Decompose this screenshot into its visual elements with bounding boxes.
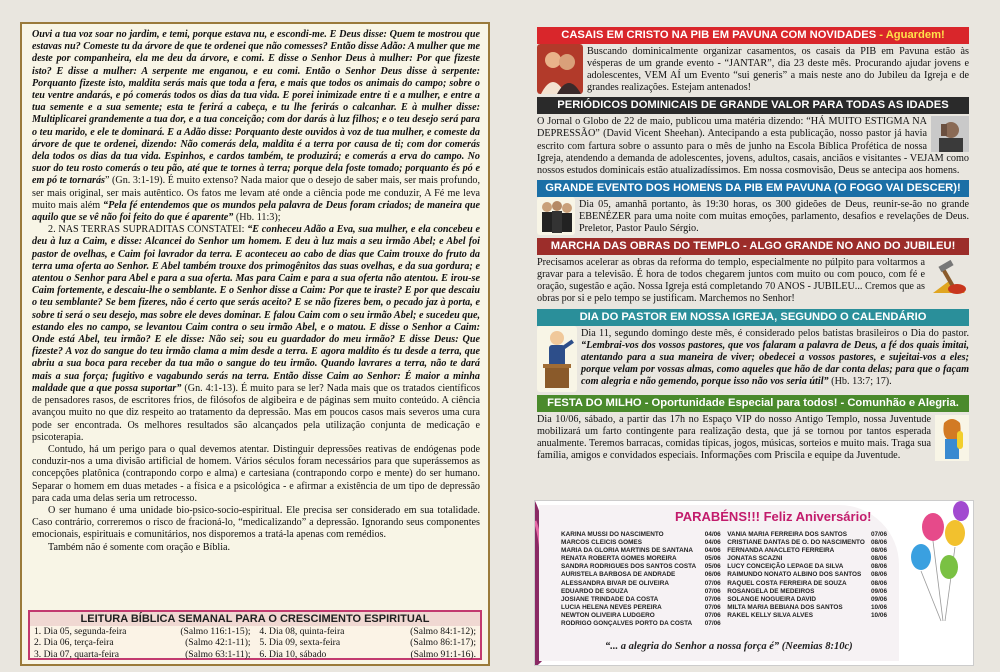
birthday-item: MARIA DA GLORIA MARTINS DE SANTANA 04/06 xyxy=(561,547,721,555)
birthday-item: FERNANDA ANACLETO FERREIRA 08/06 xyxy=(727,547,887,555)
birthday-item: VANIA MARIA FERREIRA DOS SANTOS 07/06 xyxy=(727,531,887,538)
birthday-item: RAIMUNDO NONATO ALBINO DOS SANTOS 08/06 xyxy=(727,571,887,579)
reading-item: 6. Dia 10, sábado (Salmo 91:1-16). xyxy=(259,648,476,660)
pastor-preaching-icon xyxy=(537,326,577,392)
news-march xyxy=(537,238,969,305)
birthday-section xyxy=(534,500,974,666)
news-pastor xyxy=(537,309,969,392)
news-pastor-text: Dia 11, segundo domingo deste mês, é considerado pelos batistas brasileiros o Dia do pastor. xyxy=(581,327,969,339)
news-men-title: GRANDE EVENTO DOS HOMENS DA PIB EM PAVUNA (O FOGO VAI DESCER)! xyxy=(537,180,969,197)
birthday-title: PARABÉNS!!! Feliz Aniversário! xyxy=(675,509,872,524)
birthday-item: RENATA ROBERTA GOMES MOREIRA 05/06 xyxy=(561,555,721,563)
birthday-column-right xyxy=(727,531,887,628)
hebrews-quote: “Pela fé entendemos que os mundos pela palavra de Deus foram criados; de maneira que aquilo que se vê não foi feito do que é aparente” xyxy=(32,199,481,224)
men-group-icon xyxy=(537,197,575,235)
paragraph-danger: Contudo, há um perigo para o qual devemos atentar. Distinguir depressões reativas de endógenas pode conduzir-nos a uma divisão artificial de homem. Vários séculos foram necessários para que superássemos as concepções platônica (contrapondo corpo e alma) e cartesiana (contrapondo corpo e mente) do ser humano. Separar o homem em duas metades - a física e a psicológica - e afirmar a existência de um tipo de depressão para cada uma delas seria um retrocesso. xyxy=(32,443,480,504)
birthday-item: KARINA MUSSI DO NASCIMENTO 04/06 xyxy=(561,531,721,538)
main-article: Ouvi a tua voz soar no jardim, e temi, porque estava nu, e escondi-me. E Deus disse: Quem te mostrou que estavas nu? Comeste tu da árvore de que te ordenei que não comesses? Então disse Adão: A mulher que me deste por companheira, ela me deu da árvore, e comi. E disse o Senhor Deus à mulher: Por que fizeste isto? E disse a mulher: A serpente me enganou, e eu comi. Então o Senhor Deus disse à serpente: Porquanto fizeste isto, maldita serás mais que toda a fera, e mais que todos os animais do campo; sobre o teu ventre andarás, e pó comerás todos os dias da tua vida. E porei inimizade entre ti e a mulher, e entre a tua semente e a sua semente; esta te ferirá a cabeça, e tu lhe ferirás o calcanhar. E à mulher disse: Multiplicarei grandemente a tua dor, e a tua conceição; com dor darás à luz filhos; e o teu desejo será para o teu marido, e ele te dominará. E a Adão disse: Porquanto deste ouvidos à voz de tua mulher, e comeste da árvore de que te ordenei, dizendo: Não comerás dela, maldita é a terra por causa de ti; com dor comerás dela todos os dias da tua vida. Espinhos, e cardos também, te produzirá; e comerás a erva do campo. No suor do teu rosto comerás o teu pão, até que te tornes à terra; porque dela foste tomado; porquanto és pó e em pó te tornarás” (Gn. 3:1-19). É muito extenso? Nada maior que o desejo de saber mais, ser mais profundo, ser mais original, ser mais autêntico. Os fatos me levam até onde a ciência pode me conduzir, A Fé me leva muito mais além “Pela fé entendemos que os mundos pela palavra de Deus foram criados; de maneira que aquilo que se vê não foi feito do que é aparente” (Hb. 11:3); 2. NAS TERRAS SUPRADITAS CONSTATEI: “E conheceu Adão a Eva, sua mulher, e ela concebeu e deu à luz a Caim, e disse: Alcancei do Senhor um homem. E deu à luz mais a seu irmão Abel; e Abel foi pastor de ovelhas, e Caim foi lavrador da terra. E aconteceu ao cabo de dias que Caim trouxe do fruto da terra uma oferta ao Senhor. E Abel também trouxe dos primogênitos das suas ovelhas, e da sua gordura; e atentou o Senhor para Abel e para a sua oferta. Mas para Caim e para a sua oferta não atentou. E irou-se Caim fortemente, e descaiu-lhe o semblante. E o Senhor disse a Caim: Por que te iraste? E por que descaiu o teu semblante? Se bem fizeres, não é certo que serás aceito? E se não fizeres bem, o pecado jaz à porta, e sobre ti será o seu desejo, mas sobre ele deves dominar. E falou Caim com o seu irmão Abel; e sucedeu que, estando eles no campo, se levantou Caim contra o seu irmão Abel, e o matou. E disse o Senhor a Caim: Onde está Abel, teu irmão? E ele disse: Não sei; sou eu guardador do meu irmão? E disse Deus: Que fizeste? A voz do sangue do teu irmão clama a mim desde a terra. E agora maldito és tu desde a terra, que abriu a sua boca para receber da tua mão o sangue do teu irmão. Quando lavrares a terra, não te dará mais a sua força; fugitivo e vagabundo serás na terra. Então disse Caim ao Senhor: É maior a minha maldade que a que possa suportar” (Gn. 4:1-13). É muito para se ler? Nada mais que os tratados científicos de pensadores rasos, de escritores frios, de filósofos de algibeira e de páginas sem muito conteúdo. A ciência avançou muito no que diz respeito ao tratamento da depressão. Mas em poucos casos mais severos uma cura pode ser encontrada. Os melhores resultados são alcançados pela utilização conjunta de medicação e psicoterapia. Contudo, há um perigo para o qual devemos atentar. Distinguir depressões reativas de endógenas pode conduzir-nos a uma divisão artificial de homem. Vários séculos foram necessários para que superássemos as concepções platônica (contrapondo corpo e alma) e cartesiana (contrapondo corpo e mente) do ser humano. Separar o homem em duas metades - a física e a psicológica - e afirmar a existência de um tipo de depressão para cada uma delas seria um retrocesso. O ser humano é uma unidade bio-psico-socio-espiritual. Ele precisa ser considerado em sua totalidade. Caso contrário, correremos o risco de fracioná-lo, “medicalizando” a depressão. Ignorando seus componentes emocionais, espirituais e comunitários, nos disporemos a tratá-la apenas com remédios. Também não é somente com oração e Bíblia. xyxy=(32,29,481,553)
weekly-reading-title: LEITURA BÍBLICA SEMANAL PARA O CRESCIMENTO ESPIRITUAL xyxy=(30,612,480,626)
birthday-item: ALESSANDRA BIVAR DE OLIVEIRA 07/06 xyxy=(561,579,721,587)
couple-photo-icon xyxy=(537,44,583,94)
news-periodicals-text: O Jornal o Globo de 22 de maio, publicou uma matéria dizendo: “HÁ MUITO ESTIGMA NA DEPRESSÃO” (David Vicent Sheehan). Antecipando a esta publicação, nosso pastor já havia escrito com fartura sobre o assunto para o mês de junho na Escola Bíblica Profética de nossa Igreja, atendendo a demanda de adolescentes, jovens, adultos, casais, anciãos e visitantes - VEJAM como nossos estudos dominicais estão atualizadíssimos. Em nossa cosmovisão, Deus se antecipa aos homens. xyxy=(537,116,969,176)
birthday-item: AURISTELA BARBOSA DE ANDRADE 06/06 xyxy=(561,571,721,579)
birthday-item: JONATAS SCAZNI 08/06 xyxy=(727,555,887,563)
corn-girl-icon xyxy=(935,415,969,461)
cain-reference: (Gn. 4:1-13). É muito para se ler? Nada mais que os tratados científicos de pensadores rasos, de escritores frios, de filósofos de algibeira e de páginas sem muito conteúdo. A ciência avançou muito no que diz respeito ao tratamento da depressão. Mas em poucos casos mais severos uma cura pode ser encontrada. Os melhores resultados são alcançados pela utilização conjunta de medicação e psicoterapia. xyxy=(32,382,481,443)
genesis-reference: (Gn. 3:1-19). É muito extenso? Nada maior que o desejo de saber mais, ser mais profundo, ser mais original, ser mais autêntico. Os fatos me levam até onde a ciência pode me conduzir, A Fé me leva muito mais além xyxy=(32,175,480,211)
birthday-item: SANDRA RODRIGUES DOS SANTOS COSTA 05/06 xyxy=(561,563,721,571)
birthday-item: ROSANGELA DE MEDEIROS 09/06 xyxy=(727,587,887,595)
point-2-intro: 2. NAS TERRAS SUPRADITAS CONSTATEI: xyxy=(48,224,245,236)
birthday-item: RAKEL KELLY SILVA ALVES 10/06 xyxy=(727,611,887,619)
reading-column-left xyxy=(34,626,251,660)
weekly-reading-box xyxy=(28,610,482,660)
news-periodicals-title: PERIÓDICOS DOMINICAIS DE GRANDE VALOR PARA TODAS AS IDADES xyxy=(537,97,969,114)
hebrews-reference: (Hb. 11:3); xyxy=(235,212,281,224)
birthday-item: NEWTON OLIVEIRA LUDGERO 07/06 xyxy=(561,611,721,619)
news-couples-title: CASAIS EM CRISTO NA PIB EM PAVUNA COM NOVIDADES - Aguardem! xyxy=(537,27,969,44)
news-corn xyxy=(537,395,969,462)
news-march-text: Precisamos acelerar as obras da reforma do templo, especialmente no púlpito para voltarmos a gravar para a televisão. É hora de todos chegarem juntos com muito ou com pouco, com fé e oração, sugestão e ação. Nossa Igreja está completando 70 ANOS - JUBILEU... Cremos que as obras por si e pelo tempo se justificam. Marchemos no Senhor! xyxy=(537,257,925,305)
birthday-verse: “... a alegria do Senhor a nossa força é” (Neemias 8:10c) xyxy=(605,641,853,652)
worried-man-icon xyxy=(931,116,969,152)
birthday-item: RAQUEL COSTA FERREIRA DE SOUZA 08/06 xyxy=(727,579,887,587)
news-men-text: Dia 05, amanhã portanto, às 19:30 horas, os 300 gideões de Deus, reunir-se-ão no grande EBENÉZER para uma noite com muitas emoções, parlamento, desafios e revelações de Deus. Preletor, Pastor Paulo Sérgio. xyxy=(579,198,969,235)
birthday-item: MILTA MARIA BEBIANA DOS SANTOS 10/06 xyxy=(727,603,887,611)
news-men xyxy=(537,180,969,235)
paragraph-human: O ser humano é uma unidade bio-psico-socio-espiritual. Ele precisa ser considerado em sua totalidade. Caso contrário, correremos o risco de fracioná-lo, “medicalizando” a depressão. Ignorando seus componentes emocionais, espirituais e comunitários, nos disporemos a tratá-la apenas com remédios. xyxy=(32,504,480,541)
news-couples-text: Buscando dominicalmente organizar casamentos, os casais da PIB em Pavuna estão às vésperas de um grande evento - “JANTAR”, dia 23 deste mês. Procurando ajudar jovens e adolescentes, VEM AÍ um Evento “sui generis” a mais neste ano do Jubileu da Igreja e de grandes realizações. Estejam antenados! xyxy=(587,46,969,94)
news-corn-title: FESTA DO MILHO - Oportunidade Especial para todos! - Comunhão e Alegria. xyxy=(537,395,969,412)
reading-item: 5. Dia 09, sexta-feira (Salmo 86:1-17); xyxy=(259,637,476,649)
news-pastor-title: DIA DO PASTOR EM NOSSA IGREJA, SEGUNDO O CALENDÁRIO xyxy=(537,309,969,326)
reading-item: 1. Dia 05, segunda-feira (Salmo 116:1-15); xyxy=(34,626,251,637)
birthday-item: LUCIA HELENA NEVES PEREIRA 07/06 xyxy=(561,603,721,611)
news-march-title: MARCHA DAS OBRAS DO TEMPLO - ALGO GRANDE NO ANO DO JUBILEU! xyxy=(537,238,969,255)
reading-item: 2. Dia 06, terça-feira (Salmo 42:1-11); xyxy=(34,637,251,649)
cain-quote: “E conheceu Adão a Eva, sua mulher, e ela concebeu e deu à luz a Caim, e disse: Alcancei do Senhor um homem. E deu à luz mais a seu irmão Abel; e Abel foi pastor de ovelhas, e Caim foi lavrador da terra. E aconteceu ao cabo de dias que Caim trouxe do fruto da terra uma oferta ao Senhor. E Abel também trouxe dos primogênitos das suas ovelhas, e da sua gordura; e atentou o Senhor para Abel e para a sua oferta. Mas para Caim e para a sua oferta não atentou. E irou-se Caim fortemente, e descaiu-lhe o semblante. E o Senhor disse a Caim: Por que te iraste? E por que descaiu o teu semblante? Se bem fizeres, não é certo que serás aceito? E se não fizeres bem, o pecado jaz à porta, e sobre ti será o seu desejo, mas sobre ele deves dominar. E falou Caim com o seu irmão Abel; e sucedeu que, estando eles no campo, se levantou Caim contra o seu irmão Abel, e o matou. E disse o Senhor a Caim: Onde está Abel, teu irmão? E ele disse: Não sei; sou eu guardador do meu irmão? E disse Deus: Que fizeste? A voz do sangue do teu irmão clama a mim desde a terra. E agora maldito és tu desde a terra, que abriu a sua boca para receber da tua mão o sangue do teu irmão. Quando lavrares a terra, não te dará mais a sua força; fugitivo e vagabundo serás na terra. Então disse Caim ao Senhor: É maior a minha maldade que a que possa suportar” xyxy=(32,224,481,394)
construction-tools-icon xyxy=(929,259,969,299)
news-pastor-quote: “Lembrai-vos dos vossos pastores, que vos falaram a palavra de Deus, a fé dos quais imitai, atentando para a sua maneira de viver; obedecei a vossos pastores, e sujeitai-vos a eles; porque velam por vossas almas, como aqueles que hão de dar conta delas; para que o façam com alegria e não gemendo, porque isso não vos seria útil” xyxy=(581,339,969,387)
news-periodicals xyxy=(537,97,969,176)
reading-item: 3. Dia 07, quarta-feira (Salmo 63:1-11); xyxy=(34,648,251,660)
birthday-item: RODRIGO GONÇALVES PORTO DA COSTA 07/06 xyxy=(561,620,721,628)
birthday-item: SOLANGE NOGUEIRA DAVID 09/06 xyxy=(727,595,887,603)
birthday-list xyxy=(561,531,887,628)
birthday-item: EDUARDO DE SOUZA 07/06 xyxy=(561,587,721,595)
reading-item: 4. Dia 08, quinta-feira (Salmo 84:1-12); xyxy=(259,626,476,637)
reading-column-right xyxy=(259,626,476,660)
birthday-item: CRISTIANE DANTAS DE O. DO NASCIMENTO 08/06 xyxy=(727,539,887,547)
left-page xyxy=(20,22,490,666)
paragraph-last: Também não é somente com oração e Bíblia. xyxy=(48,541,231,553)
news-corn-text: Dia 10/06, sábado, a partir das 17h no Espaço VIP do nosso Antigo Templo, nossa Juventude mobilizará um farto contingente para realização desta, que já se tornou por tantos esperada anualmente. Teremos barracas, comidas típicas, jogos, músicas, sorteios e muito mais. Traga sua família, amigos e convidados especiais. Informações com Priscila e equipe da Juventude. xyxy=(537,413,931,461)
news-pastor-reference: (Hb. 13:7; 17). xyxy=(831,375,892,387)
birthday-item: MARCOS CLEICIS GOMES 04/06 xyxy=(561,539,721,547)
birthday-item: LUCY CONCEIÇÃO LEPAGE DA SILVA 08/06 xyxy=(727,563,887,571)
birthday-item: JOSIANE TRINDADE DA COSTA 07/06 xyxy=(561,595,721,603)
balloons-icon xyxy=(903,501,973,666)
genesis-quote: Ouvi a tua voz soar no jardim, e temi, porque estava nu, e escondi-me. E Deus disse: Quem te mostrou que estavas nu? Comeste tu da árvore de que te ordenei que não comesses? Então disse Adão: A mulher que me deste por companheira, ela me deu da árvore, e comi. E disse o Senhor Deus à mulher: Por que fizeste isto? E disse a mulher: A serpente me enganou, e eu comi. Então o Senhor Deus disse à serpente: Porquanto fizeste isto, maldita serás mais que toda a fera, e mais que todos os animais do campo; sobre o teu ventre andarás, e pó comerás todos os dias da tua vida. E porei inimizade entre ti e a mulher, e entre a tua semente e a sua semente; esta te ferirá a cabeça, e tu lhe ferirás o calcanhar. E à mulher disse: Multiplicarei grandemente a tua dor, e a tua conceição; com dor darás à luz filhos; e o teu desejo será para o teu marido, e ele te dominará. E a Adão disse: Porquanto deste ouvidos à voz de tua mulher, e comeste da árvore de que te ordenei, dizendo: Não comerás dela, maldita é a terra por causa de ti; com dor comerás dela todos os dias da tua vida. Espinhos, e cardos também, te produzirá; e comerás a erva do campo. No suor do teu rosto comerás o teu pão, até que te tornes à terra; porque dela foste tomado; porquanto és pó e em pó te tornarás xyxy=(32,29,480,187)
news-couples xyxy=(537,27,969,94)
birthday-column-left xyxy=(561,531,721,628)
